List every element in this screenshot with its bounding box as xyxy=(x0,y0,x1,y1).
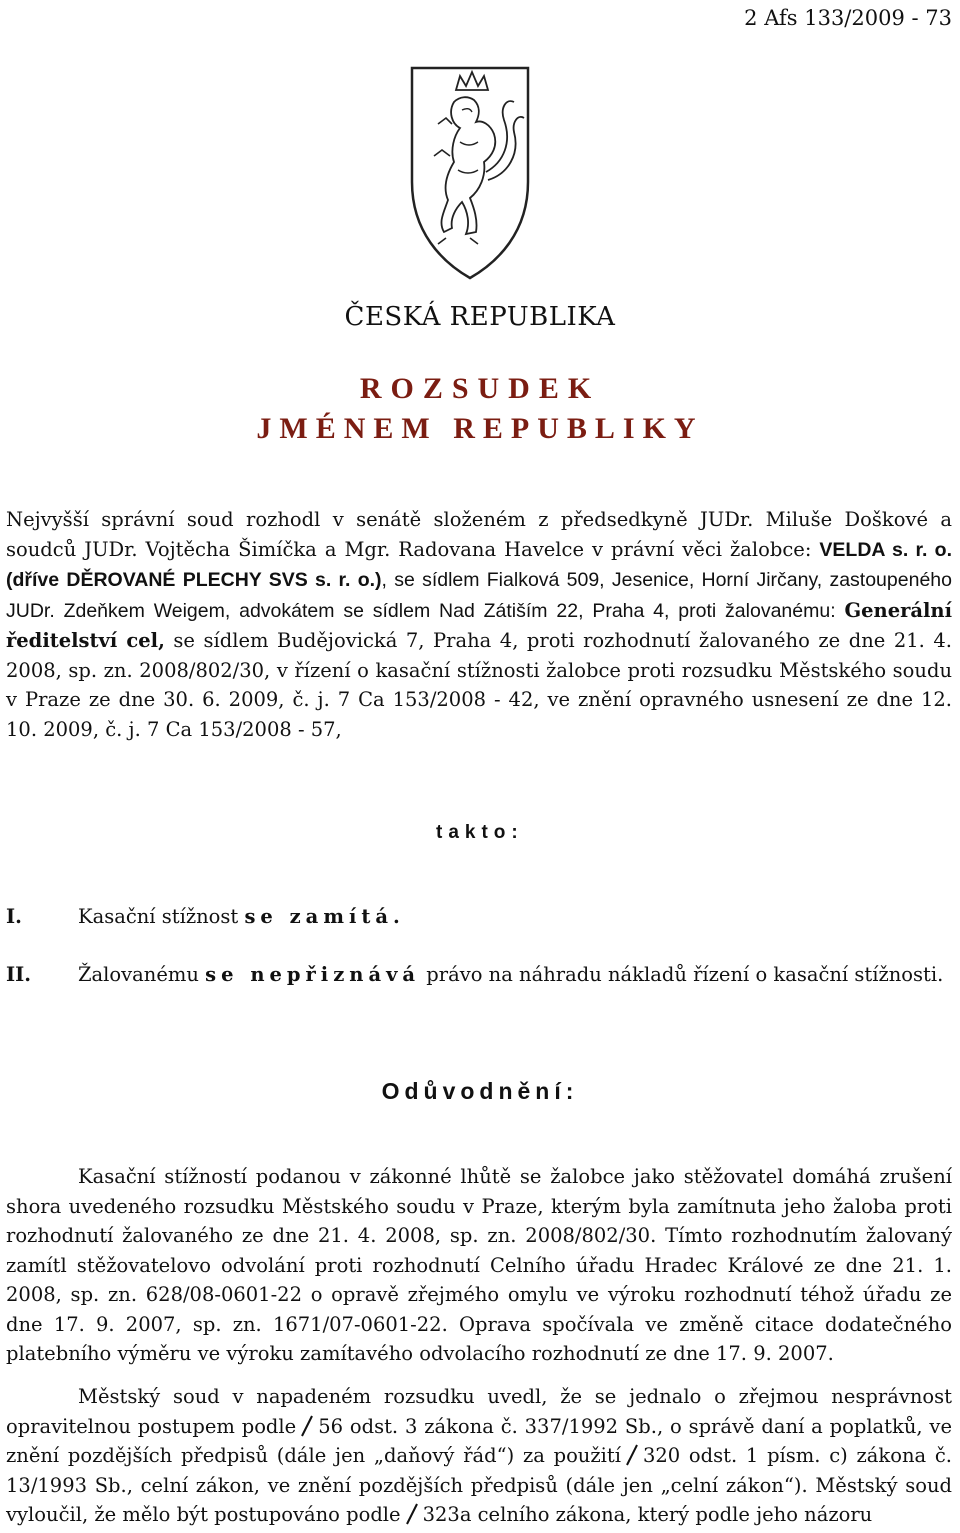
item-rest: právo na náhradu nákladů řízení o kasační stížnosti. xyxy=(420,963,944,986)
para2-text-d: 323a celního zákona, který podle jeho názoru xyxy=(422,1503,873,1526)
section-sign-icon xyxy=(625,1444,639,1466)
verdict-item xyxy=(6,960,956,989)
intro-text-3: se sídlem Budějovická 7, Praha 4, proti rozhodnutí žalovaného ze dne 21. 4. 2008, sp. zn. 2008/802/30, v řízení o kasační stížnosti žalobce proti rozsudku Městského soudu v Praze ze dne 30. 6. 2009, č. j. 7 Ca 153/2008 - 42, ve znění opravného usnesení ze dne 12. 10. 2009, č. j. 7 Ca 153/2008 - 57, xyxy=(6,629,952,741)
intro-paragraph xyxy=(6,505,952,744)
item-emphasis: se nepřiznává xyxy=(205,963,421,986)
item-number: II. xyxy=(6,963,32,986)
section-sign-icon xyxy=(300,1415,314,1437)
intro-text-1: Nejvyšší správní soud rozhodl v senátě složeném z předsedkyně JUDr. Miluše Doškové a soudců JUDr. Vojtěcha Šimíčka a Mgr. Radovana Havelce v právní věci žalobce: xyxy=(6,508,952,561)
defendant-name: Generální ředitelství cel, xyxy=(6,598,952,652)
intro-text-2: , se sídlem Fialková 509, Jesenice, Horní Jirčany, zastoupeného JUDr. Zdeňkem Weigem, advokátem se sídlem Nad Zátiším 22, Praha 4, proti žalovanému: xyxy=(6,569,952,622)
section-sign-icon xyxy=(405,1503,419,1525)
item-emphasis: se zamítá. xyxy=(244,905,405,928)
justification-paragraph-1: Kasační stížností podanou v zákonné lhůtě se žalobce jako stěžovatel domáhá zrušení shora uvedeného rozsudku Městského soudu v Praze, kterým byla zamítnuta jeho žaloba proti rozhodnutí žalovaného ze dne 21. 4. 2008, sp. zn. 2008/802/30. Tímto rozhodnutím žalovaný zamítl stěžovatelovo odvolání proti rozhodnutí Celního úřadu Hradec Králové ze dne 21. 1. 2008, sp. zn. 628/08-0601-22 o opravě zřejmého omylu ve výroku rozhodnutí téhož úřadu ze dne 17. 9. 2007, sp. zn. 1671/07-0601-22. Oprava spočívala ve změně citace dodatečného platebního výměru ve výroku zamítavého odvolacího rozhodnutí ze dne 17. 9. 2007. xyxy=(6,1165,952,1365)
item-text: Žalovanému xyxy=(78,963,206,986)
case-number: 2 Afs 133/2009 - 73 xyxy=(744,6,952,30)
takto-heading: takto: xyxy=(436,822,524,843)
verdict-item xyxy=(6,902,956,931)
justification-paragraph-2 xyxy=(6,1382,952,1530)
verdict-subtitle: JMÉNEM REPUBLIKY xyxy=(256,412,704,445)
para2-text-b: 56 odst. 3 zákona č. 337/1992 Sb., o správě daní a poplatků, ve znění pozdějších předpisů (dále jen „daňový řád“) za použití xyxy=(6,1414,952,1467)
plaintiff-name: VELDA s. r. o. (dříve DĚROVANÉ PLECHY SVS s. r. o.) xyxy=(6,538,952,591)
state-name: ČESKÁ REPUBLIKA xyxy=(344,302,616,332)
verdict-title: ROZSUDEK xyxy=(359,372,601,405)
justification-heading: Odůvodnění: xyxy=(381,1078,579,1104)
item-text: Kasační stížnost xyxy=(78,905,245,928)
para2-text-c: 320 odst. 1 písm. c) zákona č. 13/1993 Sb., celní zákon, ve znění pozdějších předpisů (dále jen „celní zákon“). Městský soud vyloučil, že mělo být postupováno podle xyxy=(6,1444,952,1526)
para2-text-a: Městský soud v napadeném rozsudku uvedl, že se jednalo o zřejmou nesprávnost opravitelnou postupem podle xyxy=(6,1385,952,1438)
item-number: I. xyxy=(6,905,22,928)
state-emblem-icon xyxy=(408,62,532,282)
